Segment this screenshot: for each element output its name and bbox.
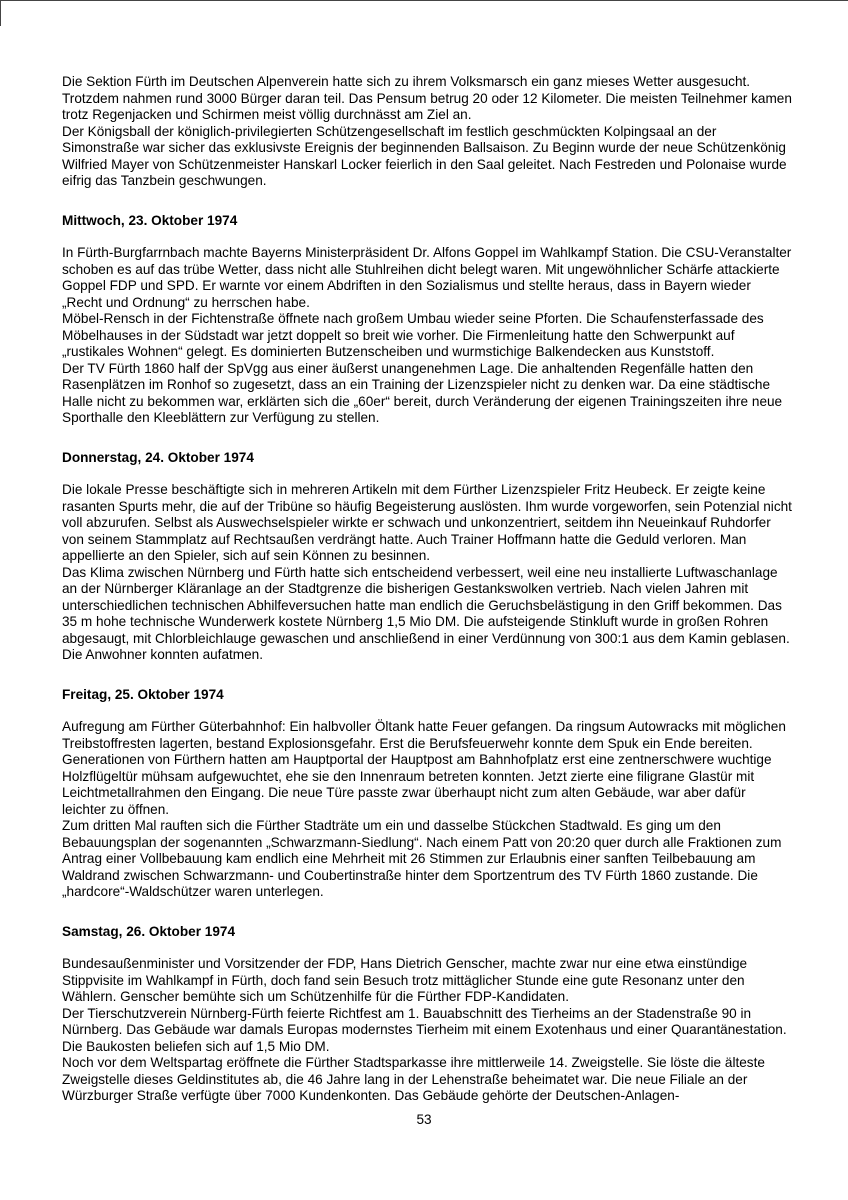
paragraph: Die Sektion Fürth im Deutschen Alpenverein hatte sich zu ihrem Volksmarsch ein ganz mieses Wetter ausgesucht. Trotzdem nahmen rund 3000 Bürger daran teil. Das Pensum betrug 20 oder 12 Kilometer. Die meisten Teilnehmer kamen trotz Regenjacken und Schirmen meist völlig durchnässt am Ziel an. [62,74,792,122]
paragraph: Bundesaußenminister und Vorsitzender der FDP, Hans Dietrich Genscher, machte zwar nur eine etwa einstündige Stippvisite im Wahlkampf in Fürth, doch fand sein Besuch trotz mittäglicher Stunde eine gute Resonanz unter den Wählern. Genscher bemühte sich um Schützenhilfe für die Fürther FDP-Kandidaten. [62,956,748,1004]
paragraph: Der TV Fürth 1860 half der SpVgg aus einer äußerst unangenehmen Lage. Die anhaltenden Regenfälle hatten den Rasenplätzen im Ronhof so zugesetzt, dass an ein Training der Lizenzspieler nicht zu denken war. Da eine städtische Halle nicht zu bekommen war, erklärten sich die „60er“ bereit, durch Veränderung der eigenen Trainingszeiten ihre neue Sporthalle den Kleeblättern zur Verfügung zu stellen. [62,360,783,425]
date-heading: Mittwoch, 23. Oktober 1974 [62,212,238,228]
page-number: 53 [416,1112,432,1127]
paragraph: Möbel-Rensch in der Fichtenstraße öffnete nach großem Umbau wieder seine Pforten. Die Schaufensterfassade des Möbelhauses in der Südstadt war jetzt doppelt so breit wie vorher. Die Firmenleitung hatte den Schwerpunkt auf „rustikales Wohnen“ gelegt. Es dominierten Butzenscheiben und wurmstichige Balkendecken aus Kunststoff. [62,311,764,359]
scan-edge-left [0,0,1,26]
paragraph: Aufregung am Fürther Güterbahnhof: Ein halbvoller Öltank hatte Feuer gefangen. Da ringsum Autowracks mit möglichen Treibstoffresten lagerten, bestand Explosionsgefahr. Erst die Berufsfeuerwehr konnte dem Spuk ein Ende bereiten. [62,719,786,751]
paragraph: Der Königsball der königlich-privilegierten Schützengesellschaft im festlich geschmückten Kolpingsaal an der Simonstraße war sicher das exklusivste Ereignis der beginnenden Ballsaison. Zu Beginn wurde der neue Schützenkönig Wilfried Mayer von Schützenmeister Hanskarl Locker feierlich in den Saal geleitet. Nach Festreden und Polonaise wurde eifrig das Tanzbein geschwungen. [62,123,787,188]
page-content [62,74,792,1105]
paragraph: Das Klima zwischen Nürnberg und Fürth hatte sich entscheidend verbessert, weil eine neu installierte Luftwaschanlage an der Nürnberger Kläranlage an der Stadtgrenze die bisherigen Gestankswolken vertrieb. Nach vielen Jahren mit unterschiedlichen technischen Abhilfeversuchen hatte man endlich die Geruchsbelästigung in den Griff bekommen. Das 35 m hohe technische Wunderwerk kostete Nürnberg 1,5 Mio DM. Die aufsteigende Stinkluft wurde in großen Rohren abgesaugt, mit Chlorbleichlauge gewaschen und anschließend in einer Verdünnung von 300:1 aus dem Kamin geblasen. Die Anwohner konnten aufatmen. [62,564,790,662]
paragraph: Der Tierschutzverein Nürnberg-Fürth feierte Richtfest am 1. Bauabschnitt des Tierheims an der Stadenstraße 90 in Nürnberg. Das Gebäude war damals Europas modernstes Tierheim mit einem Exotenhaus und einer Quarantänestation. Die Baukosten beliefen sich auf 1,5 Mio DM. [62,1005,787,1054]
paragraph: In Fürth-Burgfarrnbach machte Bayerns Ministerpräsident Dr. Alfons Goppel im Wahlkampf Station. Die CSU-Veranstalter schoben es auf das trübe Wetter, dass nicht alle Stuhlreihen dicht belegt waren. Mit ungewöhnlicher Schärfe attackierte Goppel FDP und SPD. Er warnte vor einem Abdriften in den Sozialismus und stellte heraus, dass in Bayern wieder „Recht und Ordnung“ zu herrschen habe. [62,245,792,310]
paragraph: Generationen von Fürthern hatten am Hauptportal der Hauptpost am Bahnhofplatz erst eine zentnerschwere wuchtige Holzflügeltür mühsam aufgewuchtet, ehe sie den Innenraum betreten konnten. Jetzt zierte eine filigrane Glastür mit Leichtmetallrahmen den Eingang. Die neue Türe passte zwar überhaupt nicht zum alten Gebäude, war aber dafür leichter zu öffnen. [62,752,772,817]
paragraph: Zum dritten Mal rauften sich die Fürther Stadträte um ein und dasselbe Stückchen Stadtwald. Es ging um den Bebauungsplan der sogenannten „Schwarzmann-Siedlung“. Nach einem Patt von 20:20 quer durch alle Fraktionen zum Antrag einer Vollbebauung kam endlich eine Mehrheit mit 26 Stimmen zur Erlaubnis einer sanften Teilbebauung am Waldrand zwischen Schwarzmann- und Coubertinstraße hinter dem Sportzentrum des TV Fürth 1860 zustande. Die „hardcore“-Waldschützer waren unterlegen. [62,818,782,899]
paragraph: Noch vor dem Weltspartag eröffnete die Fürther Stadtsparkasse ihre mittlerweile 14. Zweigstelle. Sie löste die älteste Zweigstelle dieses Geldinstitutes ab, die 46 Jahre lang in der Lehenstraße beheimatet war. Die neue Filiale an der Würzburger Straße verfügte über 7000 Kundenkonten. Das Gebäude gehörte der Deutschen-Anlagen- [62,1055,765,1103]
date-heading: Freitag, 25. Oktober 1974 [62,686,224,702]
scan-edge-top [0,0,848,1]
date-heading: Samstag, 26. Oktober 1974 [62,923,236,939]
date-heading: Donnerstag, 24. Oktober 1974 [62,449,254,465]
paragraph: Die lokale Presse beschäftigte sich in mehreren Artikeln mit dem Fürther Lizenzspieler Fritz Heubeck. Er zeigte keine rasanten Spurts mehr, die auf der Tribüne so häufig Begeisterung auslösten. Ihm wurde vorgeworfen, sein Potenzial nicht voll abzurufen. Selbst als Auswechselspieler wirkte er schwach und unkonzentriert, seitdem ihn Neueinkauf Ruhdorfer von seinem Stammplatz auf Rechtsaußen verdrängt hatte. Auch Trainer Hoffmann hatte die Geduld verloren. Man appellierte an den Spieler, sich auf sein Können zu besinnen. [62,482,792,563]
